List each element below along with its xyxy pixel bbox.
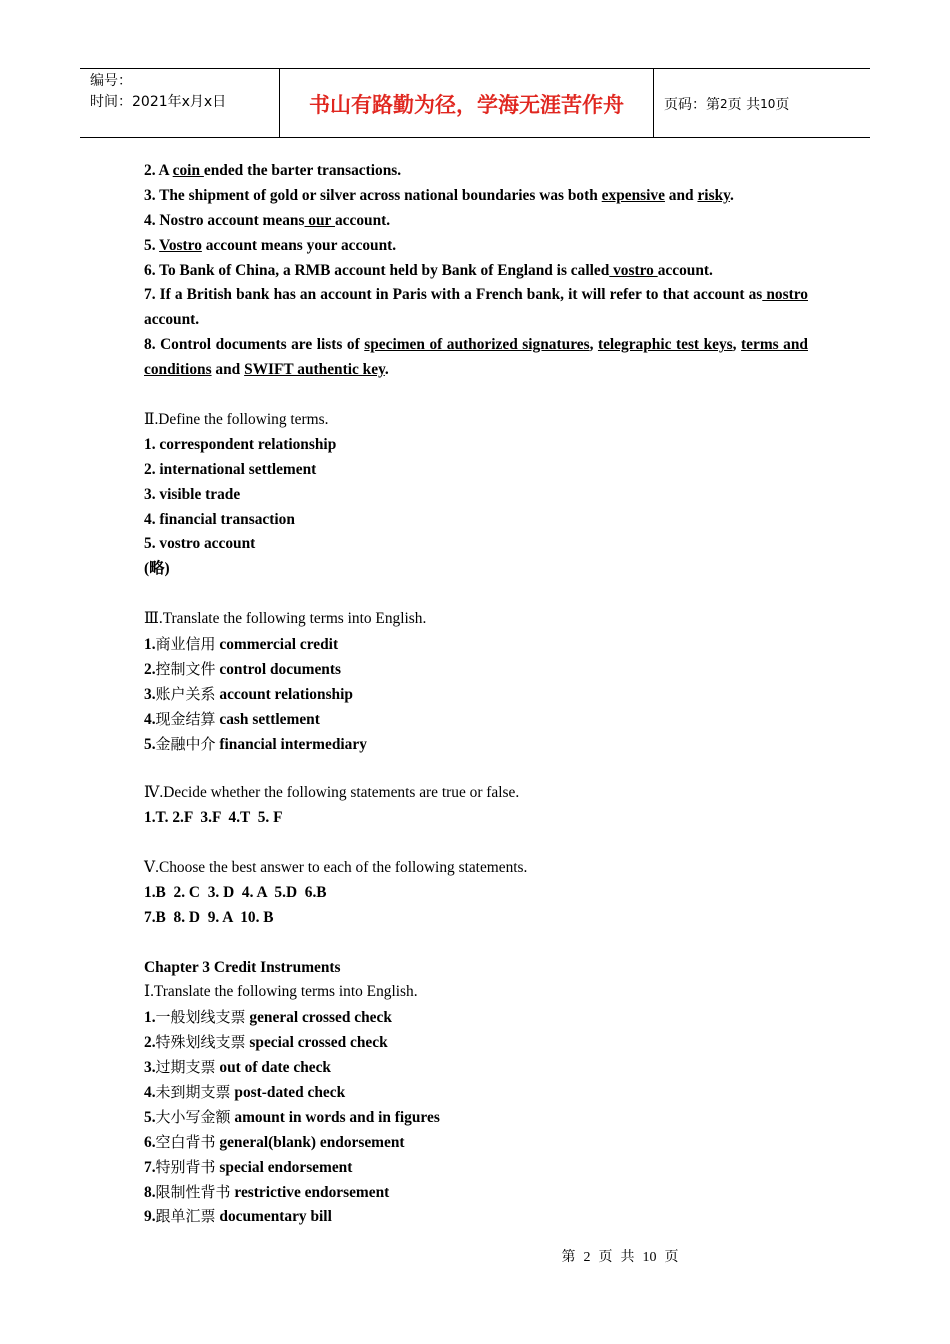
fill-item-4: 4. Nostro account means our account. <box>144 211 391 229</box>
number-label: 编号： <box>90 73 132 89</box>
list-item: 3.账户关系 account relationship <box>144 684 353 703</box>
list-item: 5.大小写金额 amount in words and in figures <box>144 1107 440 1126</box>
chapter-3-subtitle: Ⅰ.Translate the following terms into English. <box>144 983 418 1001</box>
header-page-num: 2 <box>720 97 728 111</box>
section-2-note: (略) <box>144 560 170 578</box>
list-item: 1.商业信用 commercial credit <box>144 634 339 653</box>
page-header <box>80 68 870 138</box>
list-item: 5.金融中介 financial intermediary <box>144 734 367 753</box>
header-page-info: 页码：第 2 页 共 10 页 <box>664 97 790 113</box>
list-item: 1. correspondent relationship <box>144 435 337 453</box>
list-item: 4.未到期支票 post-dated check <box>144 1083 346 1102</box>
section-5-answers-1: 1.B 2. C 3. D 4. A 5.D 6.B <box>144 883 327 901</box>
list-item: 9.跟单汇票 documentary bill <box>144 1207 332 1226</box>
list-item: 4.现金结算 cash settlement <box>144 709 320 728</box>
list-item: 5. vostro account <box>144 535 256 553</box>
section-2-title: Ⅱ.Define the following terms. <box>144 410 329 428</box>
fill-item-8: 8. Control documents are lists of specimen of authorized signatures, telegraphic test keys, terms and conditions and SWIFT authentic key. <box>144 336 808 379</box>
document-body <box>144 159 808 1229</box>
header-meta <box>80 69 280 137</box>
list-item: 4. financial transaction <box>144 510 295 528</box>
fill-item-7: 7. If a British bank has an account in Paris with a French bank, it will refer to that account as nostro account. <box>144 286 808 329</box>
page-footer: 第 2 页 共 10 页 <box>561 1250 679 1265</box>
fill-item-5: 5. Vostro account means your account. <box>144 236 397 254</box>
list-item: 1.一般划线支票 general crossed check <box>144 1008 392 1027</box>
list-item: 8.限制性背书 restrictive endorsement <box>144 1182 390 1201</box>
date-label: 时间：2021年x月x日 <box>90 94 227 110</box>
list-item: 3. visible trade <box>144 485 241 503</box>
section-3-title: Ⅲ.Translate the following terms into English. <box>144 610 427 628</box>
chapter-3-title: Chapter 3 Credit Instruments <box>144 958 341 976</box>
section-5-answers-2: 7.B 8. D 9. A 10. B <box>144 908 274 926</box>
list-item: 3.过期支票 out of date check <box>144 1058 331 1077</box>
list-item: 7.特别背书 special endorsement <box>144 1157 353 1176</box>
header-page-total: 10 <box>760 97 776 111</box>
list-item: 2.特殊划线支票 special crossed check <box>144 1033 388 1052</box>
fill-item-3: 3. The shipment of gold or silver across national boundaries was both expensive and risky. <box>144 186 734 204</box>
header-motto: 书山有路勤为径，学海无涯苦作舟 <box>280 69 654 137</box>
fill-item-6: 6. To Bank of China, a RMB account held by Bank of England is called vostro account. <box>144 261 713 279</box>
list-item: 6.空白背书 general(blank) endorsement <box>144 1132 405 1151</box>
section-4-answers: 1.T. 2.F 3.F 4.T 5. F <box>144 809 283 827</box>
section-5-title: Ⅴ.Choose the best answer to each of the following statements. <box>144 859 528 876</box>
list-item: 2.控制文件 control documents <box>144 659 341 678</box>
section-4-title: Ⅳ.Decide whether the following statements are true or false. <box>144 784 520 802</box>
fill-item-2: 2. A coin ended the barter transactions. <box>144 162 402 179</box>
list-item: 2. international settlement <box>144 460 317 478</box>
